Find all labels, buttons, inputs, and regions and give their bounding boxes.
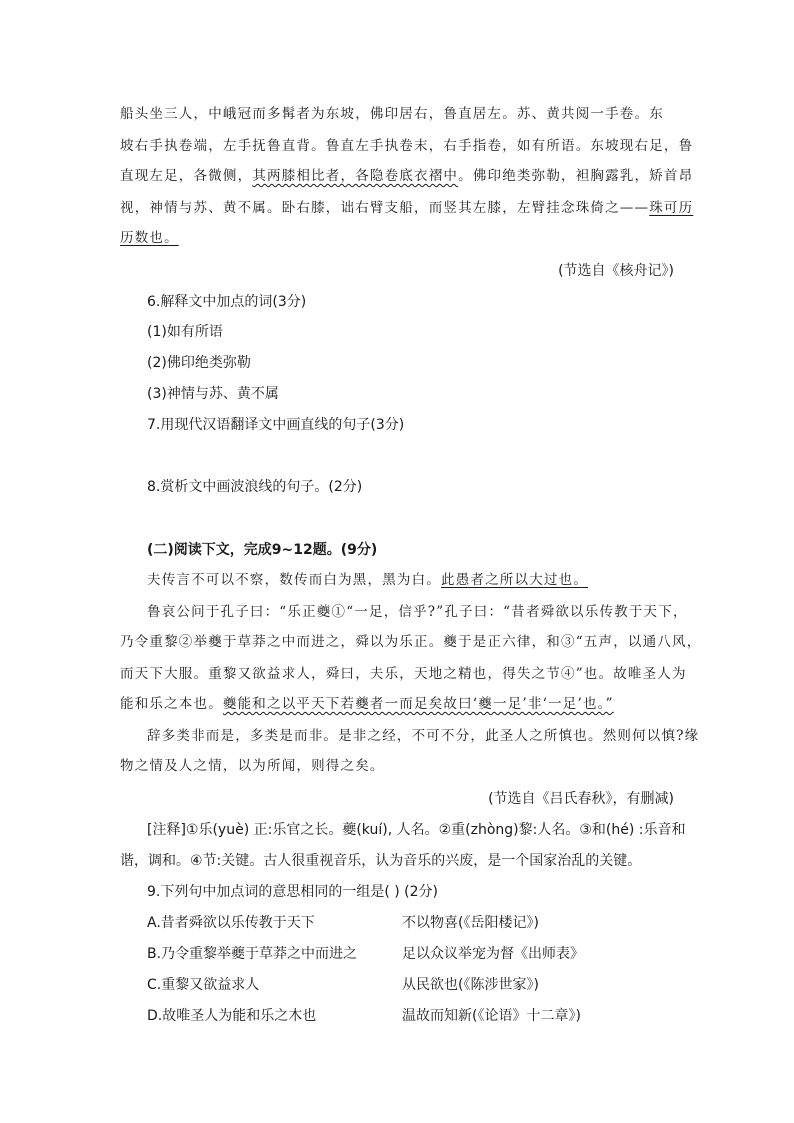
passage1-source: (节选自《核舟记》)	[558, 263, 674, 279]
option-c-left: C.重黎又欲益求人	[147, 977, 260, 993]
question-6-item-2: (2)佛印绝类弥勒	[147, 355, 251, 371]
section2-source: (节选自《吕氏春秋》，有删减)	[488, 791, 674, 807]
underlined-sentence-2: 此愚者之所以大过也。	[441, 572, 588, 588]
question-9: 9.下列句中加点词的意思相同的一组是( ) (2分)	[147, 884, 439, 900]
passage1-line3-end: 。佛印绝类弥勒，袒胸露乳，矫首昂	[458, 168, 694, 184]
section2-line7: 物之情及人之情，以为所闻，则得之矣。	[120, 758, 385, 774]
underlined-sentence-part2: 历数也。	[120, 230, 179, 246]
passage1-line4-start: 视，神情与苏、黄不属。卧右膝，诎右臂支船，而竖其左膝，左臂挂念珠倚之——	[120, 200, 650, 216]
passage1-line5	[120, 228, 179, 248]
section2-line2: 鲁哀公问于孔子曰：“乐正夔①“一足，信乎?”孔子曰：“昔者舜欲以乐传教于天下，	[147, 604, 688, 620]
option-c-right: 从民欲也(《陈涉世家》)	[402, 977, 539, 993]
option-d-right: 温故而知新(《论语》十二章》)	[402, 1008, 581, 1024]
section2-line1	[147, 570, 588, 590]
notes-line2: 谐，调和。④节:关键。古人很重视音乐，认为音乐的兴废，是一个国家治乱的关键。	[120, 853, 642, 869]
option-b-left: B.乃令重黎举夔于草莽之中而进之	[147, 946, 358, 962]
option-b-right: 足以众议举宠为督《出师表》	[402, 946, 584, 962]
passage1-line4	[120, 198, 693, 218]
question-6: 6.解释文中加点的词(3分)	[147, 294, 307, 310]
section2-line3: 乃令重黎②举夔于草莽之中而进之，舜以为乐正。夔于是正六律，和③“五声，以通八风，	[120, 634, 702, 650]
option-a-left: A.昔者舜欲以乐传教于天下	[147, 915, 315, 931]
passage1-line2: 坡右手执卷端，左手抚鲁直背。鲁直左手执卷末，右手指卷，如有所语。东坡现右足，鲁	[120, 138, 694, 154]
underlined-sentence-part1: 珠可历	[649, 200, 694, 216]
wavy-underlined-sentence-2: 夔能和之以平天下若夔者一而足矣故曰‘夔一足’非‘一足’也。”	[222, 696, 614, 712]
passage1-line1: 船头坐三人，中峨冠而多髯者为东坡，佛印居右，鲁直居左。苏、黄共阅一手卷。东	[120, 106, 664, 122]
passage1-line3-start: 直现左足，各微侧，	[120, 168, 253, 184]
passage1-line3	[120, 166, 693, 186]
section2-line6: 辞多类非而是，多类是而非。是非之经，不可不分，此圣人之所慎也。然则何以慎?缘	[147, 728, 700, 744]
wavy-underlined-sentence: 其两膝相比者，各隐卷底衣褶中	[252, 168, 459, 184]
section2-line5-start: 能和乐之本也。	[120, 696, 223, 712]
section2-line4: 而天下大服。重黎又欲益求人，舜曰，夫乐，天地之精也，得失之节④”也。故唯圣人为	[120, 666, 687, 682]
option-a-right: 不以物喜(《岳阳楼记》)	[402, 915, 539, 931]
section2-line5	[120, 694, 614, 714]
notes-line1: [注释]①乐(yuè) 正:乐官之长。夔(kuí), 人名。②重(zhòng)黎:人名。③和(hé) :乐音和	[147, 822, 686, 838]
section2-heading: (二)阅读下文，完成9~12题。(9分)	[147, 542, 378, 558]
question-6-item-3: (3)神情与苏、黄不属	[147, 386, 279, 402]
option-d-left: D.故唯圣人为能和乐之木也	[147, 1008, 317, 1024]
question-8: 8.赏析文中画波浪线的句子。(2分)	[147, 479, 363, 495]
section2-line1-start: 夫传言不可以不察，数传而白为黑，黑为白。	[147, 572, 441, 588]
question-7: 7.用现代汉语翻译文中画直线的句子(3分)	[147, 417, 405, 433]
question-6-item-1: (1)如有所语	[147, 324, 223, 340]
